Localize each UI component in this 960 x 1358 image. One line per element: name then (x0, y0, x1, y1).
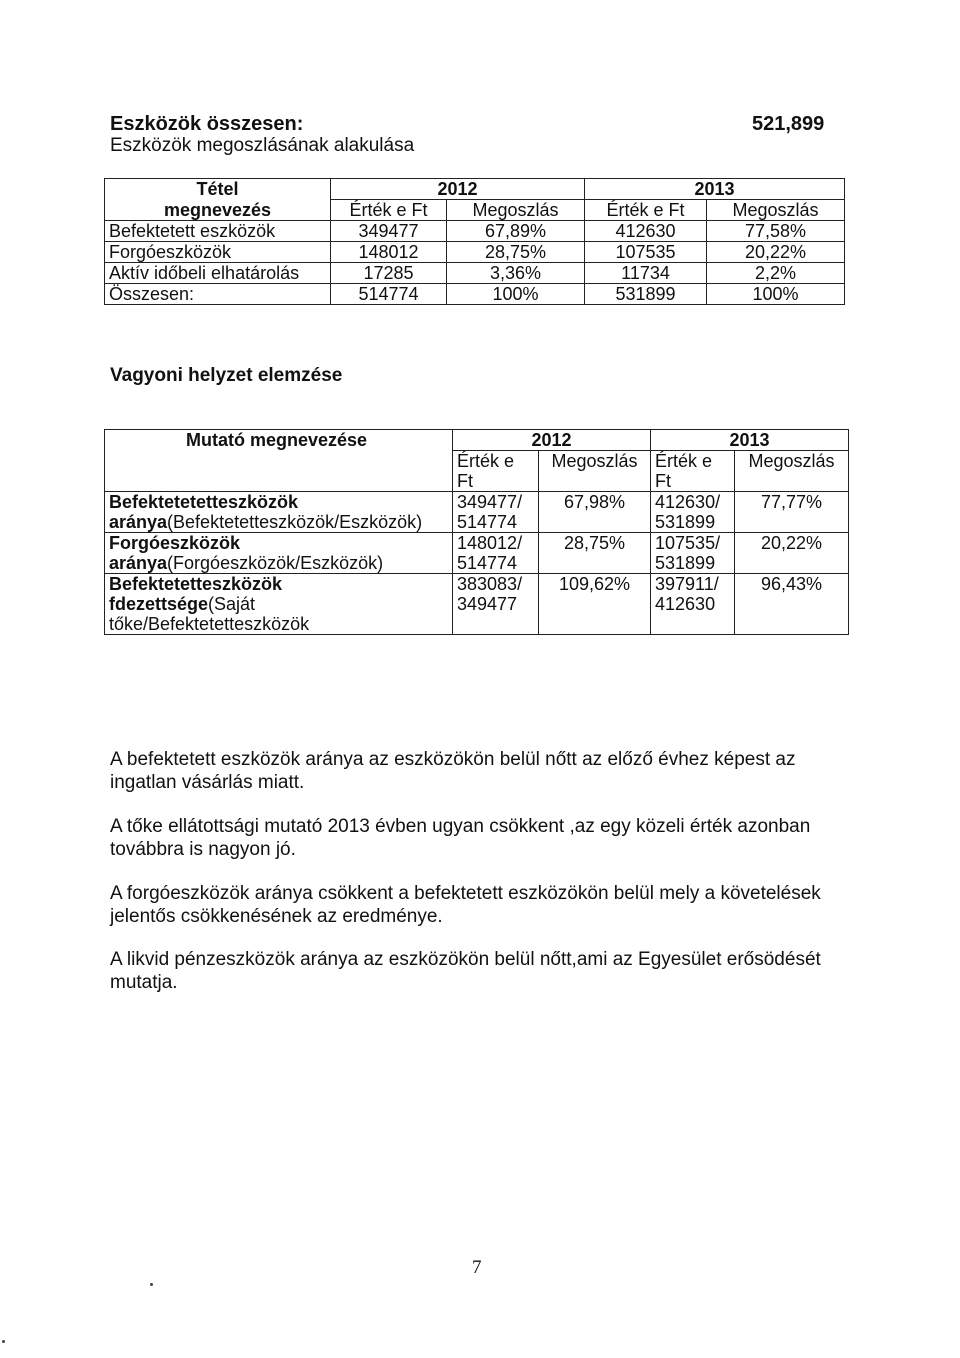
ertek-line-1: Érték e (457, 451, 515, 471)
ratio-2013: 96,43% (735, 574, 849, 635)
value-2012: 17285 (331, 263, 447, 284)
row-label-line-1: Befektetetetteszközök (109, 492, 299, 512)
ertek-line-1: Érték e (655, 451, 713, 471)
row-label: Összesen: (105, 284, 331, 305)
col-header-ertek-2012: Érték e Ft (331, 200, 447, 221)
row-label-line-3: tőke/Befektetetteszközök (109, 614, 310, 634)
table-row (105, 263, 845, 284)
denominator: 514774 (457, 553, 518, 573)
table-subheader-row (105, 451, 849, 492)
heading-assets-distribution: Eszközök megoszlásának alakulása (110, 135, 415, 156)
assets-total-value: 521,899 (752, 113, 825, 135)
col-header-mutato: Mutató megnevezése (105, 430, 453, 451)
col-header-megnevezes: megnevezés (105, 200, 331, 221)
value-2012 (453, 574, 539, 635)
row-label-line-2-rest: (Befektetetteszközök/Eszközök) (167, 512, 423, 532)
row-label-line-2-rest: (Saját (208, 594, 256, 614)
col-header-year-2013: 2013 (651, 430, 849, 451)
denominator: 531899 (655, 553, 716, 573)
numerator: 349477/ (457, 492, 523, 512)
value-2012: 514774 (331, 284, 447, 305)
scan-speck (150, 1283, 153, 1286)
share-2013: 77,58% (707, 221, 845, 242)
col-header-megoszlas-2012: Megoszlás (447, 200, 585, 221)
numerator: 397911/ (655, 574, 719, 594)
value-2013: 107535 (585, 242, 707, 263)
share-2012: 67,89% (447, 221, 585, 242)
numerator: 383083/ (457, 574, 523, 594)
scan-speck (2, 1340, 5, 1343)
row-label-line-2 (109, 512, 448, 532)
row-label-line-2-rest: (Forgóeszközök/Eszközök) (167, 553, 384, 573)
row-label: Befektetett eszközök (105, 221, 331, 242)
col-header-megoszlas-2013: Megoszlás (735, 451, 849, 492)
denominator: 412630 (655, 594, 716, 614)
share-2013: 2,2% (707, 263, 845, 284)
table-subheader-row (105, 200, 845, 221)
share-2012: 3,36% (447, 263, 585, 284)
share-2013: 100% (707, 284, 845, 305)
row-label-line-2-bold: aránya (109, 512, 168, 532)
denominator: 349477 (457, 594, 518, 614)
row-label-line-1: Forgóeszközök (109, 533, 241, 553)
ratio-2012: 67,98% (539, 492, 651, 533)
header-spacer (105, 451, 453, 492)
row-label: Aktív időbeli elhatárolás (105, 263, 331, 284)
row-label (105, 574, 453, 635)
share-2013: 20,22% (707, 242, 845, 263)
table-row (105, 242, 845, 263)
page-number: 7 (472, 1257, 482, 1278)
row-label (105, 492, 453, 533)
share-2012: 28,75% (447, 242, 585, 263)
table-header-row (105, 430, 849, 451)
value-2013: 412630 (585, 221, 707, 242)
col-header-year-2013: 2013 (585, 179, 845, 200)
assets-distribution-table (104, 178, 845, 305)
table-row (105, 574, 849, 635)
heading-assets-total: Eszközök összesen: (110, 113, 304, 135)
ratio-2013: 77,77% (735, 492, 849, 533)
col-header-ertek-2012 (453, 451, 539, 492)
table-row (105, 221, 845, 242)
paragraph-liquid-assets: A likvid pénzeszközök aránya az eszközökön belül nőtt,ami az Egyesület erősödését mutatja. (110, 949, 821, 993)
col-header-megoszlas-2013: Megoszlás (707, 200, 845, 221)
col-header-ertek-2013: Érték e Ft (585, 200, 707, 221)
ertek-line-2: Ft (655, 471, 672, 491)
value-2013: 11734 (585, 263, 707, 284)
table-row-total (105, 284, 845, 305)
denominator: 514774 (457, 512, 518, 532)
table-row (105, 533, 849, 574)
row-label-line-2 (109, 594, 448, 614)
asset-ratio-table (104, 429, 849, 635)
col-header-year-2012: 2012 (453, 430, 651, 451)
share-2012: 100% (447, 284, 585, 305)
ertek-line-2: Ft (457, 471, 473, 491)
value-2013: 531899 (585, 284, 707, 305)
col-header-megoszlas-2012: Megoszlás (539, 451, 651, 492)
paragraph-equity-ratio: A tőke ellátottsági mutató 2013 évben ugyan csökkent ,az egy közeli érték azonban továbbra is nagyon jó. (110, 816, 811, 860)
value-2013 (651, 574, 735, 635)
value-2013 (651, 492, 735, 533)
row-label-line-1: Befektetetteszközök (109, 574, 283, 594)
ratio-2012: 109,62% (539, 574, 651, 635)
col-header-tetel: Tétel (105, 179, 331, 200)
section-title-asset-analysis: Vagyoni helyzet elemzése (110, 365, 343, 386)
row-label-line-2-bold: aránya (109, 553, 168, 573)
paragraph-fixed-assets: A befektetett eszközök aránya az eszközökön belül nőtt az előző évhez képest az ingatlan vásárlás miatt. (110, 749, 796, 793)
value-2012 (453, 533, 539, 574)
denominator: 531899 (655, 512, 716, 532)
col-header-ertek-2013 (651, 451, 735, 492)
value-2012 (453, 492, 539, 533)
row-label-line-2-bold: fdezettsége (109, 594, 209, 614)
table-header-row (105, 179, 845, 200)
value-2012: 349477 (331, 221, 447, 242)
value-2013 (651, 533, 735, 574)
ratio-2013: 20,22% (735, 533, 849, 574)
table-row (105, 492, 849, 533)
col-header-year-2012: 2012 (331, 179, 585, 200)
row-label-line-2 (109, 553, 448, 573)
row-label (105, 533, 453, 574)
numerator: 412630/ (655, 492, 721, 512)
numerator: 148012/ (457, 533, 523, 553)
numerator: 107535/ (655, 533, 721, 553)
value-2012: 148012 (331, 242, 447, 263)
paragraph-current-assets: A forgóeszközök aránya csökkent a befektetett eszközökön belül mely a követelések jelentős csökkenésének az eredménye. (110, 883, 821, 927)
row-label: Forgóeszközök (105, 242, 331, 263)
ratio-2012: 28,75% (539, 533, 651, 574)
